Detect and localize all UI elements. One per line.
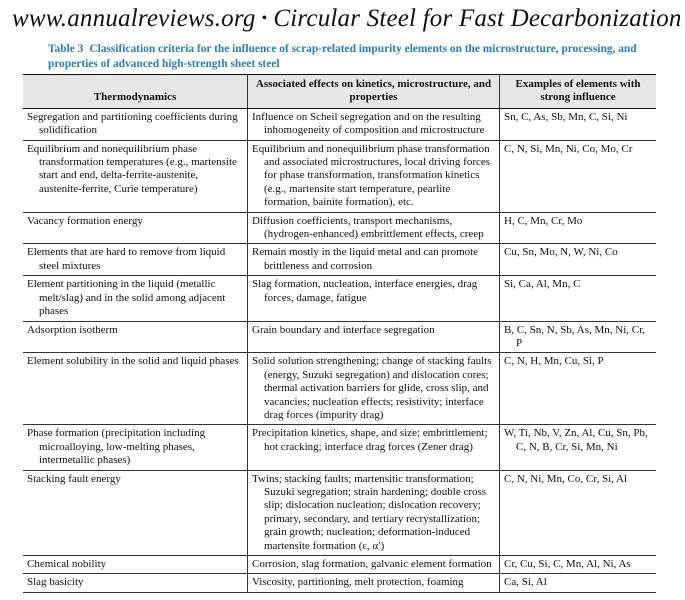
cell-effects — [248, 140, 500, 212]
column-header-thermodynamics: Thermodynamics — [23, 75, 248, 109]
cell-thermodynamics-text: Elements that are hard to remove from liquid steel mixtures — [27, 246, 226, 272]
cell-effects-text: Remain mostly in the liquid metal and can promote brittleness and corrosion — [252, 246, 479, 272]
cell-effects-text: Twins; stacking faults; martensitic transformation; Suzuki segregation; strain hardening; double cross slip; dislocation nucleation; dislocation recovery; primary, secondary, and tertiary recrystallization; grain growth; nucleation; deformation-induced martensite formation (ε, α′) — [252, 472, 487, 552]
cell-thermodynamics — [23, 556, 248, 574]
cell-effects — [248, 244, 500, 276]
cell-thermodynamics — [23, 276, 248, 321]
table-row — [23, 108, 656, 140]
cell-thermodynamics-text: Stacking fault energy — [27, 472, 121, 485]
cell-thermodynamics-text: Segregation and partitioning coefficients during solidification — [27, 110, 238, 137]
classification-table — [23, 74, 656, 593]
cell-effects — [248, 574, 500, 592]
article-title: Circular Steel for Fast Decarbonization — [273, 5, 682, 32]
cell-effects-text: Corrosion, slag formation, galvanic element formation — [252, 558, 492, 570]
cell-elements-text: Cr, Cu, Si, C, Mn, Al, Ni, As — [504, 558, 631, 570]
table-label: Table 3 — [48, 43, 84, 55]
cell-elements — [500, 108, 657, 140]
cell-elements-text: B, C, Sn, N, Sb, As, Mn, Ni, Cr, P — [504, 323, 646, 349]
cell-elements — [500, 425, 657, 470]
cell-elements-text: Ca, Si, Al — [504, 576, 547, 589]
cell-effects — [248, 556, 500, 574]
table-row — [23, 244, 656, 276]
cell-elements — [500, 556, 657, 574]
cell-thermodynamics-text: Equilibrium and nonequilibrium phase transformation temperatures (e.g., martensite start and end, delta-ferrite-austenite, austenite-ferrite, Curie temperature) — [27, 142, 237, 195]
cell-thermodynamics-text: Element solubility in the solid and liquid phases — [27, 355, 239, 368]
table-row — [23, 140, 656, 212]
cell-thermodynamics — [23, 321, 248, 353]
cell-elements-text: H, C, Mn, Cr, Mo — [504, 214, 583, 227]
cell-elements-text: Sn, C, As, Sb, Mn, C, Si, Ni — [504, 110, 628, 123]
cell-thermodynamics-text: Chemical nobility — [27, 558, 107, 570]
cell-effects — [248, 108, 500, 140]
cell-effects — [248, 470, 500, 555]
cell-effects-text: Grain boundary and interface segregation — [252, 323, 435, 336]
cell-effects — [248, 425, 500, 470]
cell-thermodynamics — [23, 574, 248, 592]
journal-header — [12, 2, 682, 36]
cell-effects-text: Solid solution strengthening; change of stacking faults (energy, Suzuki segregation) and dislocation cores; thermal activation barriers for glide, cross slip, and vacancies; nucleation effects; resistivity; interface drag forces (impurity drag) — [252, 355, 492, 421]
table-header-row — [23, 75, 656, 109]
cell-elements — [500, 321, 657, 353]
cell-effects-text: Slag formation, nucleation, interface energies, drag forces, damage, fatigue — [252, 278, 478, 304]
cell-elements — [500, 353, 657, 425]
cell-elements — [500, 276, 657, 321]
cell-thermodynamics — [23, 244, 248, 276]
table-row — [23, 276, 656, 321]
cell-elements — [500, 212, 657, 244]
cell-effects-text: Viscosity, partitioning, melt protection, foaming — [252, 576, 464, 589]
cell-elements-text: C, N, Ni, Mn, Co, Cr, Si, Al — [504, 472, 628, 485]
cell-thermodynamics-text: Phase formation (precipitation including microalloying, low-melting phases, intermetallic phases) — [27, 427, 206, 467]
cell-elements-text: C, N, Si, Mn, Ni, Co, Mo, Cr — [504, 142, 633, 155]
table-body — [23, 108, 656, 592]
cell-thermodynamics — [23, 353, 248, 425]
table-caption-text: Classification criteria for the influence of scrap-related impurity elements on the microstructure, processing, and properties of advanced high-strength sheet steel — [48, 43, 637, 70]
cell-thermodynamics-text: Adsorption isotherm — [27, 323, 118, 336]
cell-elements — [500, 574, 657, 592]
cell-elements-text: Cu, Sn, Mo, N, W, Ni, Co — [504, 246, 618, 259]
cell-effects — [248, 276, 500, 321]
cell-thermodynamics — [23, 108, 248, 140]
cell-thermodynamics-text: Element partitioning in the liquid (metallic melt/slag) and in the solid among adjacent phases — [27, 278, 226, 318]
cell-elements-text: W, Ti, Nb, V, Zn, Al, Cu, Sn, Pb, C, N, B, Cr, Si, Mn, Ni — [504, 427, 648, 453]
cell-elements-text: C, N, H, Mn, Cu, Si, P — [504, 355, 604, 368]
table-row — [23, 470, 656, 555]
cell-thermodynamics — [23, 212, 248, 244]
cell-elements — [500, 470, 657, 555]
cell-effects — [248, 353, 500, 425]
cell-elements — [500, 244, 657, 276]
cell-effects — [248, 212, 500, 244]
cell-effects — [248, 321, 500, 353]
cell-effects-text: Diffusion coefficients, transport mechanisms, (hydrogen-enhanced) embrittlement effects, creep — [252, 214, 484, 241]
table-row — [23, 574, 656, 592]
cell-thermodynamics — [23, 140, 248, 212]
site-url[interactable]: www.annualreviews.org — [12, 5, 256, 32]
table-row — [23, 556, 656, 574]
table-row — [23, 353, 656, 425]
table-caption — [48, 42, 678, 72]
cell-elements-text: Si, Ca, Al, Mn, C — [504, 278, 581, 291]
cell-thermodynamics-text: Vacancy formation energy — [27, 214, 143, 227]
table-row — [23, 212, 656, 244]
column-header-elements: Examples of elements with strong influence — [500, 75, 657, 109]
cell-effects-text: Influence on Scheil segregation and on the resulting inhomogeneity of composition and microstructure — [252, 110, 485, 137]
cell-thermodynamics — [23, 425, 248, 470]
table-row — [23, 321, 656, 353]
cell-thermodynamics-text: Slag basicity — [27, 576, 84, 589]
cell-effects-text: Precipitation kinetics, shape, and size; embrittlement; hot cracking; interface drag forces (Zener drag) — [252, 427, 488, 453]
header-bullet: • — [261, 10, 268, 27]
table-row — [23, 425, 656, 470]
cell-effects-text: Equilibrium and nonequilibrium phase transformation and associated microstructures, local driving forces for phase transformation, transformation kinetics (e.g., martensite start temperature, pearlite formation, bainite formation), etc. — [252, 142, 491, 209]
column-header-effects: Associated effects on kinetics, microstructure, and properties — [248, 75, 500, 109]
cell-elements — [500, 140, 657, 212]
cell-thermodynamics — [23, 470, 248, 555]
